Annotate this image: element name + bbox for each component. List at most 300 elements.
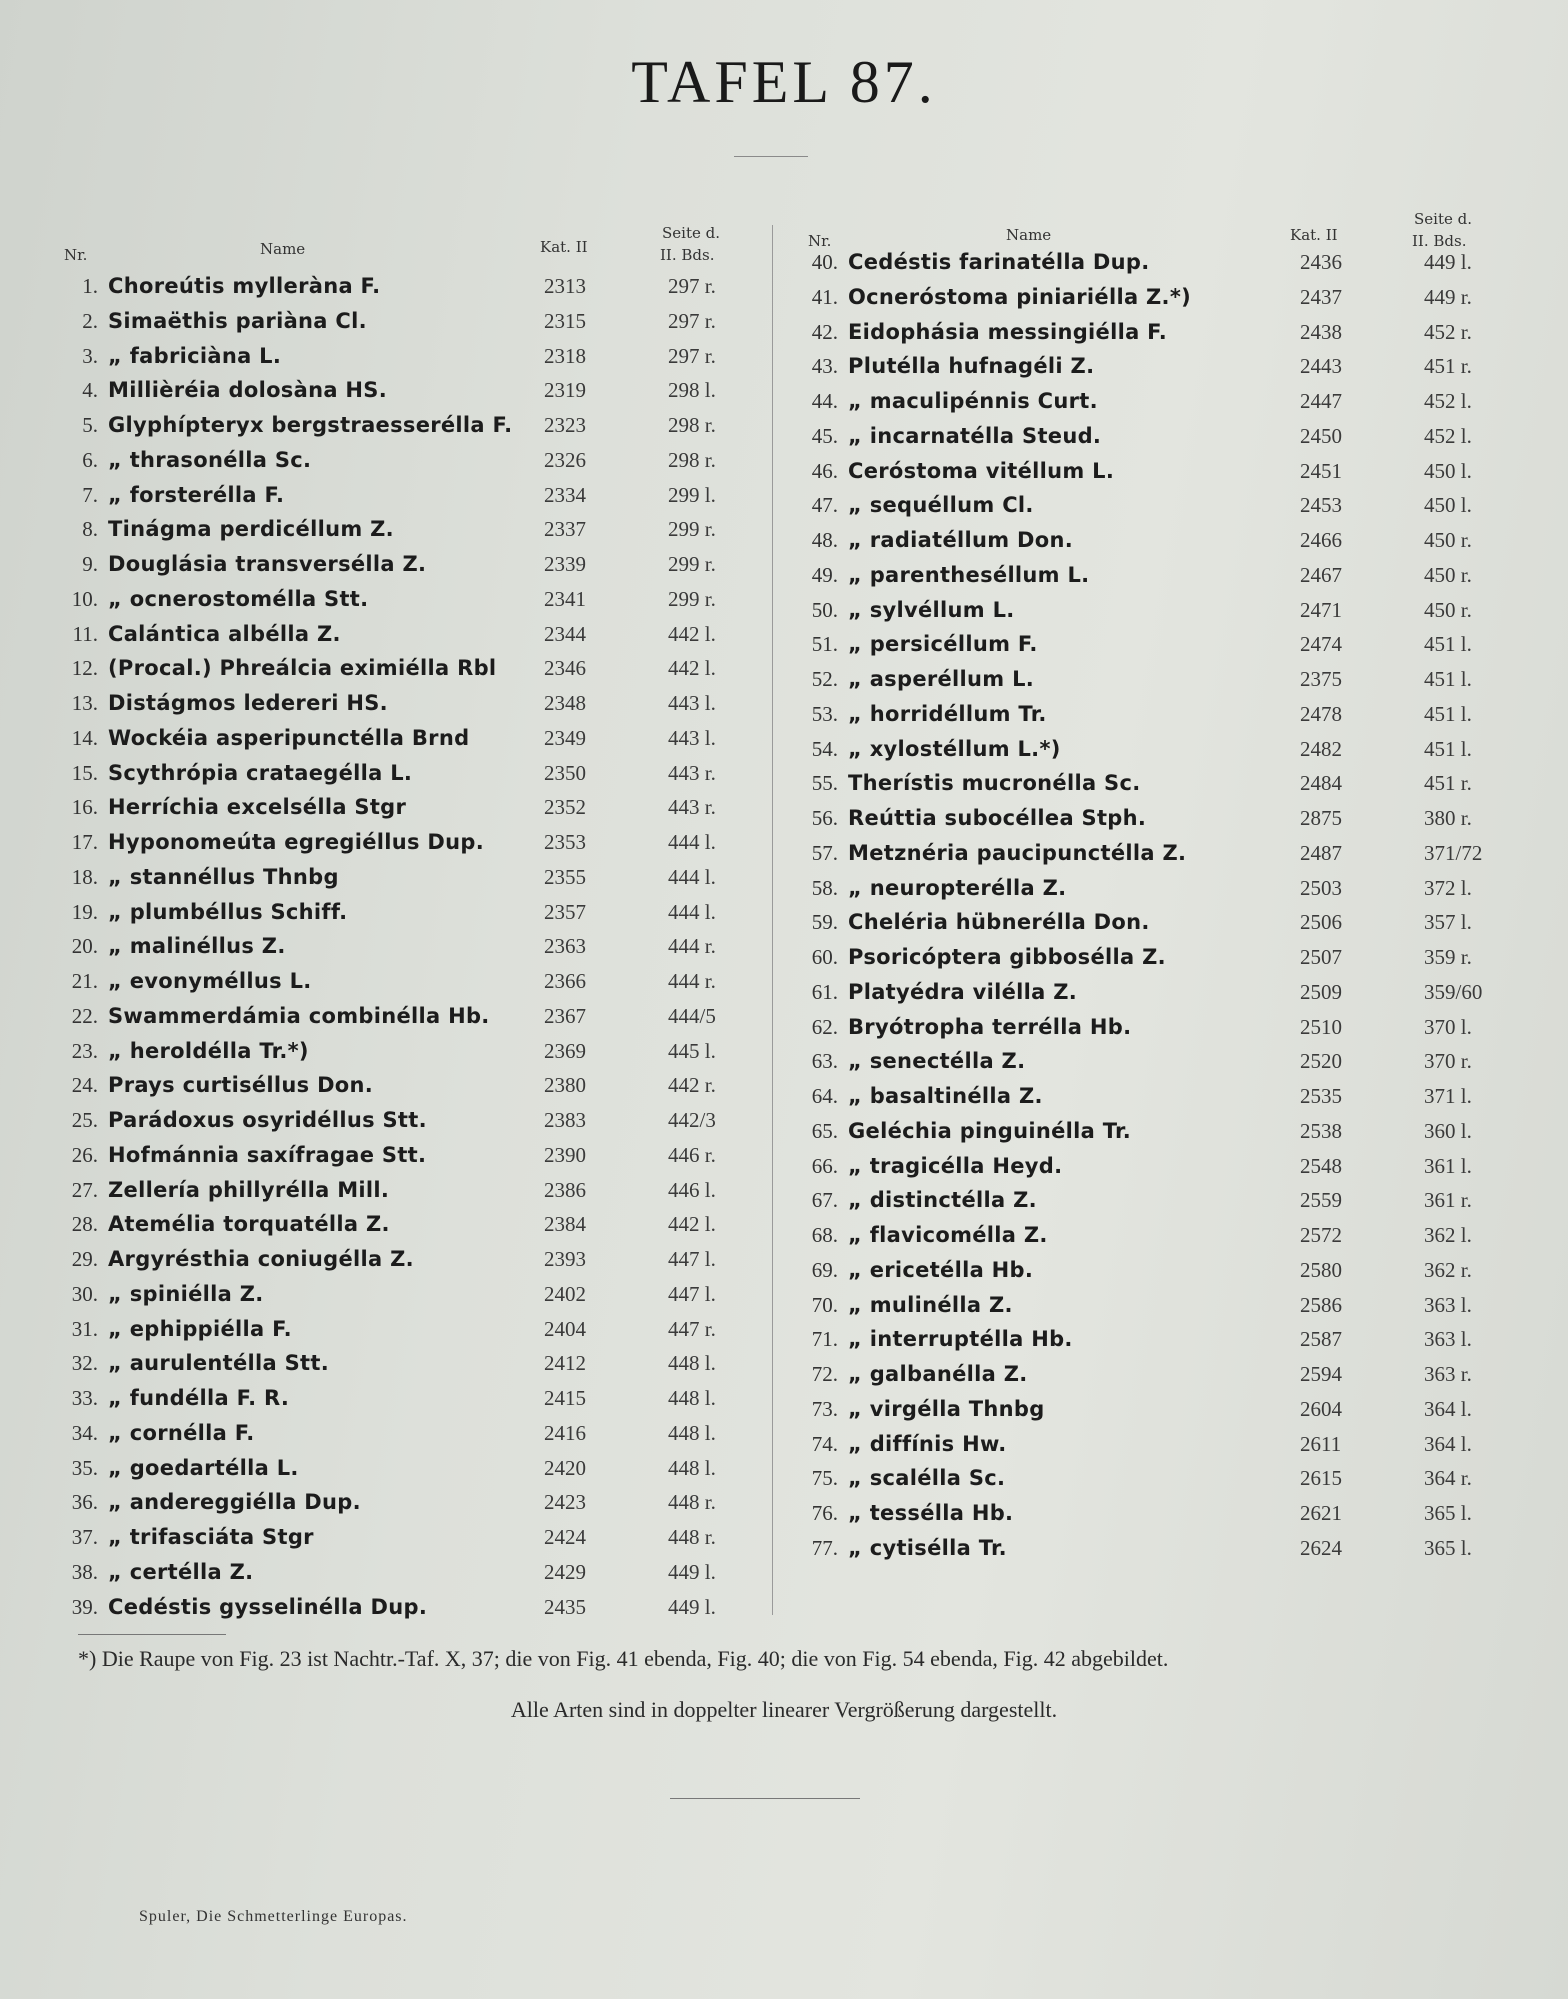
cell-kat: 2380 [544, 1073, 586, 1098]
cell-nr: 1. [82, 274, 98, 298]
cell-nr: 32. [71, 1351, 98, 1376]
cell-nr: 51. [811, 632, 838, 657]
cell-nr: 25. [71, 1108, 98, 1132]
table-row [62, 1139, 762, 1174]
cell-name: „ xylostéllum L.*) [848, 736, 1061, 761]
table-row [62, 444, 762, 479]
cell-kat: 2353 [544, 830, 586, 854]
cell-seite: 357 l. [1424, 910, 1472, 935]
cell-nr: 21. [71, 969, 98, 993]
cell-name: Zellería phillyrélla Mill. [108, 1177, 390, 1202]
cell-nr: 31. [71, 1316, 98, 1341]
cell-name: Psoricóptera gibbosélla Z. [848, 945, 1166, 969]
cell-seite: 359/60 [1424, 979, 1483, 1004]
cell-name: „ fundélla F. R. [108, 1386, 290, 1410]
cell-kat: 2355 [544, 864, 586, 889]
cell-seite: 442 l. [668, 1212, 716, 1237]
cell-seite: 299 l. [668, 482, 716, 507]
table-row [62, 757, 762, 792]
cell-kat: 2383 [544, 1108, 586, 1132]
table-row [62, 1486, 762, 1521]
cell-kat: 2587 [1300, 1327, 1342, 1352]
table-row [798, 1080, 1514, 1115]
table-row [62, 1382, 762, 1417]
cell-seite: 299 r. [668, 552, 716, 576]
cell-kat: 2352 [544, 795, 586, 820]
table-row [798, 872, 1514, 907]
cell-seite: 362 l. [1424, 1223, 1472, 1247]
cell-name: „ asperéllum L. [848, 667, 1035, 691]
cell-name: „ radiatéllum Don. [848, 528, 1074, 552]
cell-nr: 71. [811, 1327, 838, 1352]
cell-name: Hofmánnia saxífragae Stt. [108, 1142, 427, 1167]
cell-nr: 45. [811, 423, 838, 448]
cell-name: (Procal.) Phreálcia eximiélla Rbl [108, 656, 497, 681]
cell-kat: 2453 [1300, 493, 1342, 518]
cell-name: Swammerdámia combinélla Hb. [108, 1003, 490, 1028]
cell-nr: 5. [82, 413, 98, 437]
table-row [62, 305, 762, 340]
header-name: Name [260, 240, 306, 258]
table-row [62, 861, 762, 896]
table-row [62, 479, 762, 514]
cell-nr: 7. [82, 482, 98, 507]
cell-name: Platyédra vilélla Z. [848, 979, 1078, 1004]
cell-kat: 2875 [1300, 806, 1342, 830]
table-row [62, 1521, 762, 1556]
cell-seite: 443 r. [668, 795, 716, 820]
table-row [798, 1497, 1514, 1532]
header-seite-1: Seite d. [1414, 210, 1472, 228]
cell-name: Atemélia torquatélla Z. [108, 1212, 390, 1237]
cell-seite: 359 r. [1424, 945, 1472, 969]
table-row [62, 548, 762, 583]
title-rule [734, 156, 808, 157]
cell-seite: 365 l. [1424, 1501, 1472, 1525]
cell-seite: 370 r. [1424, 1049, 1472, 1074]
table-row [62, 722, 762, 757]
cell-name: „ basaltinélla Z. [848, 1084, 1043, 1108]
cell-nr: 68. [811, 1223, 838, 1247]
header-seite-2: II. Bds. [660, 246, 715, 264]
cell-seite: 364 l. [1424, 1431, 1472, 1456]
cell-nr: 14. [71, 725, 98, 750]
left-rows [62, 270, 762, 1625]
table-row [798, 906, 1514, 941]
table-row [798, 1462, 1514, 1497]
cell-kat: 2478 [1300, 701, 1342, 726]
footnote: *) Die Raupe von Fig. 23 ist Nachtr.-Taf. X, 37; die von Fig. 41 ebenda, Fig. 40; die von Fig. 54 ebenda, Fig. 42 abgebildet. [78, 1646, 1169, 1671]
cell-seite: 297 r. [668, 274, 716, 298]
cell-name: „ stannéllus Thnbg [108, 864, 339, 889]
cell-name: „ thrasonélla Sc. [108, 447, 312, 472]
cell-kat: 2323 [544, 413, 586, 437]
cell-seite: 448 l. [668, 1386, 716, 1410]
cell-name: Herríchia excelsélla Stgr [108, 795, 407, 820]
table-row [62, 1000, 762, 1035]
cell-name: „ neuropterélla Z. [848, 875, 1067, 900]
cell-seite: 297 r. [668, 308, 716, 333]
table-row [798, 316, 1514, 351]
cell-name: Cheléria hübnerélla Don. [848, 910, 1150, 935]
cell-kat: 2580 [1300, 1257, 1342, 1282]
cell-kat: 2346 [544, 656, 586, 681]
header-seite-1: Seite d. [662, 224, 720, 242]
cell-kat: 2447 [1300, 389, 1342, 413]
cell-seite: 448 r. [668, 1525, 716, 1549]
cell-seite: 361 l. [1424, 1153, 1472, 1178]
footnote-rule [78, 1634, 226, 1635]
cell-name: Argyrésthia coniugélla Z. [108, 1247, 414, 1271]
table-row [62, 1452, 762, 1487]
cell-kat: 2466 [1300, 528, 1342, 552]
cell-name: Geléchia pinguinélla Tr. [848, 1118, 1131, 1143]
cell-kat: 2386 [544, 1177, 586, 1202]
cell-name: Cedéstis gysselinélla Dup. [108, 1594, 428, 1619]
cell-kat: 2424 [544, 1525, 586, 1549]
cell-seite: 297 r. [668, 343, 716, 368]
cell-nr: 46. [811, 458, 838, 483]
cell-nr: 50. [811, 597, 838, 622]
cell-nr: 44. [811, 389, 838, 413]
cell-nr: 23. [71, 1038, 98, 1063]
cell-nr: 53. [811, 701, 838, 726]
cell-seite: 444 r. [668, 969, 716, 993]
cell-name: „ interruptélla Hb. [848, 1327, 1073, 1352]
cell-kat: 2404 [544, 1316, 586, 1341]
table-row [798, 1219, 1514, 1254]
cell-seite: 444/5 [668, 1003, 716, 1028]
cell-kat: 2420 [544, 1455, 586, 1480]
cell-name: „ parentheséllum L. [848, 562, 1090, 587]
cell-kat: 2349 [544, 725, 586, 750]
cell-seite: 362 r. [1424, 1257, 1472, 1282]
cell-kat: 2339 [544, 552, 586, 576]
cell-kat: 2375 [1300, 667, 1342, 691]
cell-nr: 15. [71, 760, 98, 785]
table-row [62, 618, 762, 653]
cell-seite: 442 l. [668, 621, 716, 646]
cell-nr: 61. [811, 979, 838, 1004]
cell-kat: 2624 [1300, 1535, 1342, 1560]
cell-name: Ocneróstoma piniariélla Z.*) [848, 284, 1192, 309]
cell-kat: 2369 [544, 1038, 586, 1063]
cell-name: „ sequéllum Cl. [848, 493, 1034, 518]
header-nr: Nr. [64, 246, 88, 264]
cell-seite: 450 r. [1424, 562, 1472, 587]
cell-nr: 9. [82, 552, 98, 576]
table-row [62, 374, 762, 409]
cell-kat: 2471 [1300, 597, 1342, 622]
table-row [798, 976, 1514, 1011]
table-row [798, 385, 1514, 420]
cell-kat: 2451 [1300, 458, 1342, 483]
table-row [798, 1428, 1514, 1463]
cell-name: Parádoxus osyridéllus Stt. [108, 1108, 427, 1132]
cell-nr: 42. [811, 319, 838, 344]
cell-kat: 2384 [544, 1212, 586, 1237]
table-row [798, 1115, 1514, 1150]
cell-name: Calántica albélla Z. [108, 621, 341, 646]
cell-name: „ ephippiélla F. [108, 1316, 292, 1341]
cell-seite: 299 r. [668, 517, 716, 542]
cell-seite: 449 l. [668, 1559, 716, 1584]
table-row [798, 767, 1514, 802]
table-row [798, 837, 1514, 872]
cell-seite: 298 r. [668, 447, 716, 472]
magnification-note: Alle Arten sind in doppelter linearer Vergrößerung dargestellt. [510, 1697, 1058, 1722]
cell-name: Millièréia dolosàna HS. [108, 378, 387, 403]
cell-kat: 2313 [544, 274, 586, 298]
cell-seite: 371/72 [1424, 840, 1483, 865]
cell-nr: 57. [811, 840, 838, 865]
table-row [798, 628, 1514, 663]
cell-nr: 22. [71, 1003, 98, 1028]
cell-nr: 12. [71, 656, 98, 681]
cell-name: Distágmos ledereri HS. [108, 691, 388, 715]
left-column [62, 210, 762, 1625]
cell-kat: 2507 [1300, 945, 1342, 969]
cell-kat: 2572 [1300, 1223, 1342, 1247]
cell-nr: 26. [71, 1142, 98, 1167]
cell-nr: 19. [71, 899, 98, 924]
cell-seite: 443 l. [668, 691, 716, 715]
cell-seite: 364 r. [1424, 1466, 1472, 1491]
table-row [62, 826, 762, 861]
cell-seite: 450 l. [1424, 458, 1472, 483]
cell-name: „ flavicomélla Z. [848, 1223, 1048, 1247]
cell-seite: 444 r. [668, 934, 716, 959]
cell-nr: 17. [71, 830, 98, 854]
cell-name: „ ericetélla Hb. [848, 1257, 1034, 1282]
cell-nr: 49. [811, 562, 838, 587]
table-row [798, 281, 1514, 316]
cell-name: Glyphípteryx bergstraesserélla F. [108, 413, 513, 437]
cell-nr: 6. [82, 447, 98, 472]
table-row [798, 594, 1514, 629]
table-row [798, 1045, 1514, 1080]
cell-kat: 2402 [544, 1281, 586, 1306]
cell-kat: 2357 [544, 899, 586, 924]
table-row [798, 802, 1514, 837]
left-header [62, 210, 762, 270]
cell-kat: 2390 [544, 1142, 586, 1167]
cell-name: „ senectélla Z. [848, 1049, 1026, 1074]
cell-name: „ virgélla Thnbg [848, 1396, 1045, 1421]
cell-seite: 444 l. [668, 864, 716, 889]
table-row [62, 513, 762, 548]
table-row [798, 1150, 1514, 1185]
cell-seite: 451 l. [1424, 632, 1472, 657]
cell-nr: 13. [71, 691, 98, 715]
cell-kat: 2436 [1300, 250, 1342, 274]
cell-name: „ cytisélla Tr. [848, 1535, 1007, 1560]
cell-name: „ cornélla F. [108, 1420, 255, 1445]
cell-kat: 2506 [1300, 910, 1342, 935]
cell-name: Hyponomeúta egregiéllus Dup. [108, 830, 484, 854]
cell-nr: 48. [811, 528, 838, 552]
table-row [798, 1393, 1514, 1428]
cell-nr: 34. [71, 1420, 98, 1445]
table-row [798, 246, 1514, 281]
cell-name: „ ocnerostomélla Stt. [108, 586, 369, 611]
cell-nr: 64. [811, 1084, 838, 1108]
table-row [62, 1174, 762, 1209]
cell-kat: 2615 [1300, 1466, 1342, 1491]
cell-name: „ sylvéllum L. [848, 597, 1015, 622]
cell-name: „ heroldélla Tr.*) [108, 1038, 309, 1063]
cell-name: Therístis mucronélla Sc. [848, 771, 1141, 796]
table-row [62, 583, 762, 618]
cell-seite: 363 l. [1424, 1292, 1472, 1317]
cell-kat: 2443 [1300, 354, 1342, 379]
cell-kat: 2621 [1300, 1501, 1342, 1525]
cell-nr: 3. [82, 343, 98, 368]
cell-nr: 74. [811, 1431, 838, 1456]
header-kat: Kat. II [1290, 226, 1338, 244]
cell-seite: 443 r. [668, 760, 716, 785]
cell-nr: 77. [811, 1535, 838, 1560]
table-row [62, 1347, 762, 1382]
cell-seite: 451 l. [1424, 667, 1472, 691]
cell-seite: 451 l. [1424, 701, 1472, 726]
table-row [798, 1184, 1514, 1219]
cell-name: „ forsterélla F. [108, 482, 285, 507]
table-row [798, 455, 1514, 490]
cell-nr: 36. [71, 1490, 98, 1515]
cell-nr: 62. [811, 1014, 838, 1039]
cell-seite: 450 l. [1424, 493, 1472, 518]
cell-name: „ horridéllum Tr. [848, 701, 1047, 726]
cell-kat: 2586 [1300, 1292, 1342, 1317]
cell-seite: 446 l. [668, 1177, 716, 1202]
table-row [798, 1011, 1514, 1046]
cell-name: Simaëthis pariàna Cl. [108, 308, 367, 333]
cell-nr: 35. [71, 1455, 98, 1480]
cell-nr: 76. [811, 1501, 838, 1525]
cell-name: Tinágma perdicéllum Z. [108, 517, 394, 542]
table-row [62, 1104, 762, 1139]
cell-name: „ diffínis Hw. [848, 1431, 1007, 1456]
table-row [798, 941, 1514, 976]
table-row [62, 270, 762, 305]
cell-name: Eidophásia messingiélla F. [848, 319, 1167, 344]
cell-name: Cedéstis farinatélla Dup. [848, 250, 1150, 274]
cell-nr: 28. [71, 1212, 98, 1237]
cell-kat: 2474 [1300, 632, 1342, 657]
cell-nr: 33. [71, 1386, 98, 1410]
cell-nr: 75. [811, 1466, 838, 1491]
cell-name: „ goedartélla L. [108, 1455, 299, 1480]
cell-nr: 16. [71, 795, 98, 820]
cell-seite: 298 r. [668, 413, 716, 437]
cell-name: Prays curtiséllus Don. [108, 1073, 374, 1098]
cell-kat: 2520 [1300, 1049, 1342, 1074]
cell-kat: 2510 [1300, 1014, 1342, 1039]
cell-nr: 56. [811, 806, 838, 830]
cell-kat: 2348 [544, 691, 586, 715]
cell-name: „ fabriciàna L. [108, 343, 282, 368]
cell-kat: 2416 [544, 1420, 586, 1445]
cell-seite: 450 r. [1424, 597, 1472, 622]
cell-kat: 2535 [1300, 1084, 1342, 1108]
cell-kat: 2509 [1300, 979, 1342, 1004]
cell-seite: 451 l. [1424, 736, 1472, 761]
cell-seite: 451 r. [1424, 771, 1472, 796]
cell-kat: 2482 [1300, 736, 1342, 761]
table-row [798, 733, 1514, 768]
table-row [62, 791, 762, 826]
cell-kat: 2611 [1300, 1431, 1342, 1456]
cell-name: Choreútis mylleràna F. [108, 274, 381, 298]
cell-seite: 452 l. [1424, 389, 1472, 413]
table-row [62, 1591, 762, 1626]
cell-nr: 58. [811, 875, 838, 900]
cell-kat: 2503 [1300, 875, 1342, 900]
cell-nr: 37. [71, 1525, 98, 1549]
cell-name: „ spiniélla Z. [108, 1281, 264, 1306]
header-name: Name [1006, 226, 1052, 244]
cell-seite: 449 r. [1424, 284, 1472, 309]
cell-name: Reúttia subocéllea Stph. [848, 806, 1147, 830]
table-row [798, 350, 1514, 385]
cell-name: „ tessélla Hb. [848, 1501, 1014, 1525]
cell-kat: 2548 [1300, 1153, 1342, 1178]
cell-nr: 72. [811, 1362, 838, 1386]
cell-seite: 444 l. [668, 899, 716, 924]
cell-nr: 20. [71, 934, 98, 959]
cell-seite: 364 l. [1424, 1396, 1472, 1421]
cell-nr: 10. [71, 586, 98, 611]
cell-name: „ tragicélla Heyd. [848, 1153, 1063, 1178]
cell-nr: 65. [811, 1118, 838, 1143]
cell-kat: 2337 [544, 517, 586, 542]
cell-name: Bryótropha terrélla Hb. [848, 1014, 1132, 1039]
cell-name: „ certélla Z. [108, 1559, 254, 1584]
table-row [62, 1208, 762, 1243]
cell-name: Metznéria paucipunctélla Z. [848, 840, 1187, 865]
table-row [798, 1323, 1514, 1358]
table-row [62, 1278, 762, 1313]
cell-nr: 4. [82, 378, 98, 403]
page-title: TAFEL 87. [631, 49, 937, 115]
cell-seite: 444 l. [668, 830, 716, 854]
table-row [62, 930, 762, 965]
header-seite-2: II. Bds. [1412, 232, 1467, 250]
cell-seite: 449 l. [1424, 250, 1472, 274]
cell-seite: 363 r. [1424, 1362, 1472, 1386]
cell-nr: 67. [811, 1188, 838, 1213]
cell-seite: 363 l. [1424, 1327, 1472, 1352]
cell-kat: 2438 [1300, 319, 1342, 344]
cell-nr: 11. [72, 621, 98, 646]
cell-name: „ andereggiélla Dup. [108, 1490, 361, 1515]
cell-nr: 38. [71, 1559, 98, 1584]
cell-kat: 2435 [544, 1594, 586, 1619]
cell-seite: 452 r. [1424, 319, 1472, 344]
cell-seite: 361 r. [1424, 1188, 1472, 1213]
cell-seite: 299 r. [668, 586, 716, 611]
table-row [798, 698, 1514, 733]
cell-seite: 360 l. [1424, 1118, 1472, 1143]
table-row [798, 1532, 1514, 1567]
header-nr: Nr. [808, 232, 832, 250]
cell-kat: 2393 [544, 1247, 586, 1271]
cell-seite: 450 r. [1424, 528, 1472, 552]
table-row [62, 687, 762, 722]
cell-kat: 2366 [544, 969, 586, 993]
cell-seite: 365 l. [1424, 1535, 1472, 1560]
